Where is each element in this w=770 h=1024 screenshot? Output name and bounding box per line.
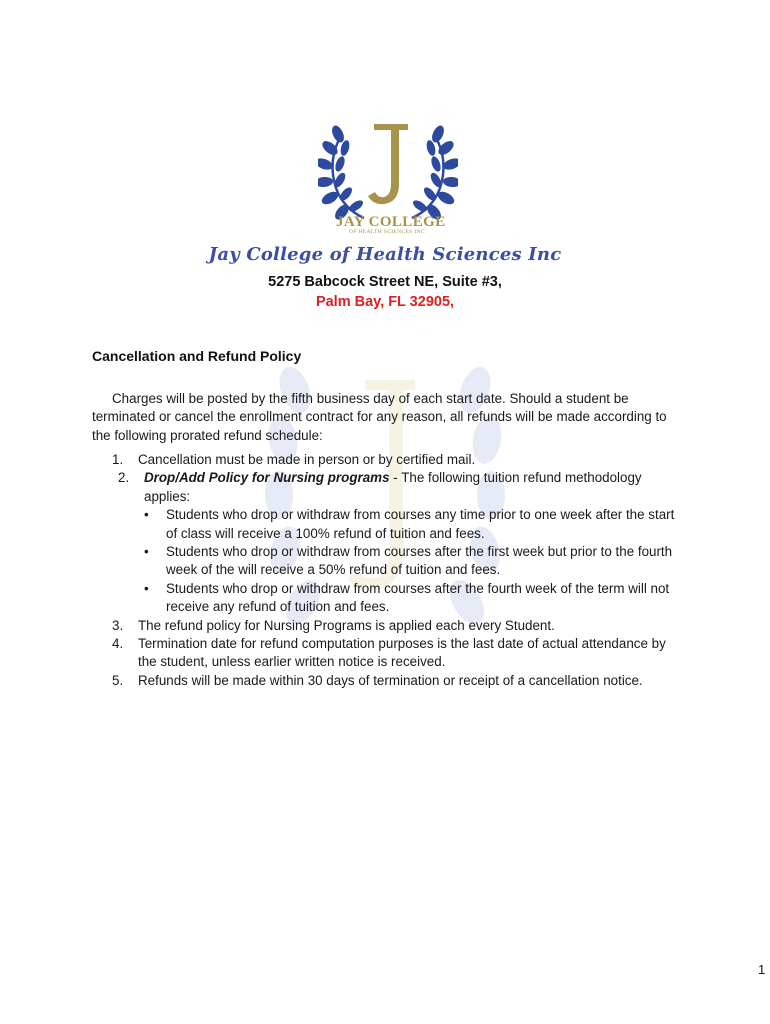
list-item [92,672,682,690]
list-item [92,469,682,506]
policy-heading: Cancellation and Refund Policy [92,348,302,364]
college-name: Jay College of Health Sciences Inc [208,244,562,265]
list-item [92,451,682,469]
list-number: 2. [118,470,130,486]
bullet-item [92,506,682,543]
page-number: 1 [758,962,766,977]
list-item-text: Cancellation must be made in person or by certified mail. [138,452,476,467]
list-number: 3. [112,617,124,633]
address-line-1: 5275 Babcock Street NE, Suite #3, [268,274,502,290]
list-number: 1. [112,452,124,467]
list-item-text: Termination date for refund computation purposes is the last date of actual attendance by the student, unless earlier written notice is received. [138,636,666,670]
bullet-icon: • [144,580,149,596]
list-item [92,617,682,635]
list-item-text: - The following tuition refund methodology applies: [144,470,642,504]
bullet-text: Students who drop or withdraw from courses after the first week but prior to the fourth week of the will receive a 50% refund of tuition and fees. [166,544,673,578]
list-item [92,635,682,672]
bullet-item [92,580,682,617]
bullet-text: Students who drop or withdraw from courses after the fourth week of the term will not receive any refund of tuition and fees. [166,580,670,615]
bullet-icon: • [144,507,149,523]
policy-intro: Charges will be posted by the fifth business day of each start date. Should a student be terminated or cancel the enrollment contract for any reason, all refunds will be made according to the following prorated refund schedule: [92,391,667,443]
logo-subtitle: OF HEALTH SCIENCES INC [349,229,425,235]
list-number: 5. [112,672,124,688]
address-line-2: Palm Bay, FL 32905, [315,294,455,310]
list-item-text: Refunds will be made within 30 days of termination or receipt of a cancellation notice. [138,672,643,688]
logo-wordmark [336,214,466,240]
list-item-bold-text: Drop/Add Policy for Nursing programs [144,470,390,486]
list-number: 4. [112,636,124,652]
bullet-item [92,543,682,580]
refund-schedule-list [92,451,682,690]
logo-name: JAY COLLEGE [336,214,446,230]
list-item-text: The refund policy for Nursing Programs is applied each every Student. [138,617,555,633]
bullet-text: Students who drop or withdraw from courses any time prior to one week after the start of class will receive a 100% refund of tuition and fees. [166,507,675,541]
bullet-icon: • [144,544,149,560]
